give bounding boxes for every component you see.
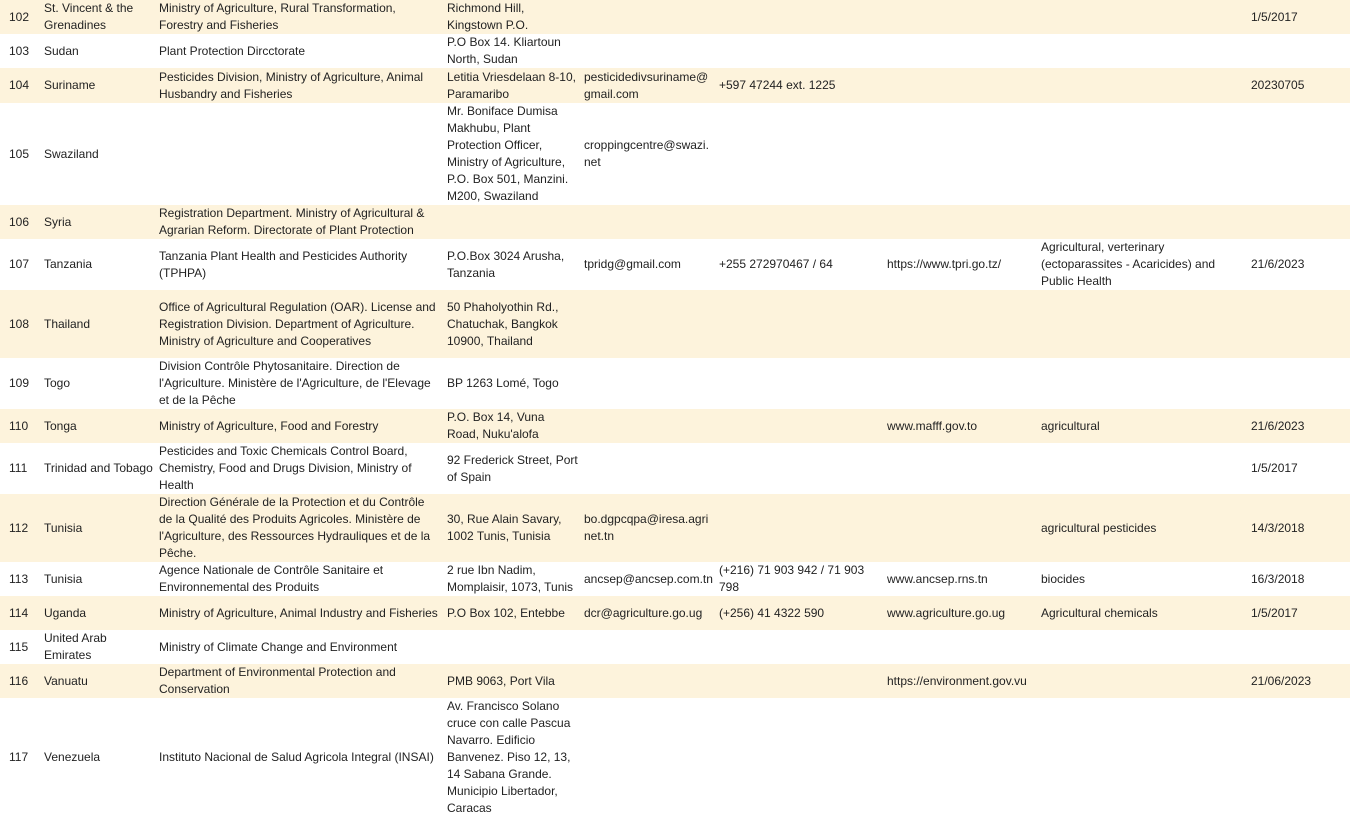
country-cell: United Arab Emirates <box>40 630 155 664</box>
email-cell <box>580 630 715 664</box>
row-number: 117 <box>0 698 40 817</box>
table-row <box>0 103 1350 205</box>
website-cell <box>883 494 1037 562</box>
address-cell: PMB 9063, Port Vila <box>443 664 580 698</box>
row-number: 106 <box>0 205 40 239</box>
date-cell: 21/6/2023 <box>1247 409 1350 443</box>
authority-cell: Department of Environmental Protection and Conservation <box>155 664 443 698</box>
email-cell: dcr@agriculture.go.ug <box>580 596 715 630</box>
email-cell <box>580 0 715 34</box>
email-cell <box>580 443 715 494</box>
website-cell <box>883 0 1037 34</box>
table-row <box>0 409 1350 443</box>
email-cell: ancsep@ancsep.com.tn <box>580 562 715 596</box>
date-cell: 1/5/2017 <box>1247 596 1350 630</box>
website-cell <box>883 358 1037 409</box>
phone-cell <box>715 0 883 34</box>
website-cell: www.ancsep.rns.tn <box>883 562 1037 596</box>
website-cell: www.mafff.gov.to <box>883 409 1037 443</box>
phone-cell: +597 47244 ext. 1225 <box>715 68 883 103</box>
phone-cell: (+216) 71 903 942 / 71 903 798 <box>715 562 883 596</box>
email-cell <box>580 698 715 817</box>
row-number: 115 <box>0 630 40 664</box>
address-cell: P.O. Box 14, Vuna Road, Nuku'alofa <box>443 409 580 443</box>
country-cell: Vanuatu <box>40 664 155 698</box>
scope-cell <box>1037 103 1247 205</box>
authority-cell: Registration Department. Ministry of Agricultural & Agrarian Reform. Directorate of Plant Protection <box>155 205 443 239</box>
table-row <box>0 358 1350 409</box>
table-row <box>0 239 1350 290</box>
date-cell <box>1247 698 1350 817</box>
authority-cell: Pesticides Division, Ministry of Agriculture, Animal Husbandry and Fisheries <box>155 68 443 103</box>
address-cell: 50 Phaholyothin Rd., Chatuchak, Bangkok 10900, Thailand <box>443 290 580 358</box>
address-cell: 2 rue Ibn Nadim, Momplaisir, 1073, Tunis <box>443 562 580 596</box>
website-cell <box>883 34 1037 68</box>
row-number: 107 <box>0 239 40 290</box>
authority-cell: Ministry of Climate Change and Environment <box>155 630 443 664</box>
phone-cell <box>715 34 883 68</box>
website-cell <box>883 68 1037 103</box>
phone-cell <box>715 664 883 698</box>
scope-cell <box>1037 664 1247 698</box>
table-row <box>0 562 1350 596</box>
phone-cell: (+256) 41 4322 590 <box>715 596 883 630</box>
date-cell: 21/06/2023 <box>1247 664 1350 698</box>
address-cell: 92 Frederick Street, Port of Spain <box>443 443 580 494</box>
phone-cell <box>715 443 883 494</box>
website-cell <box>883 205 1037 239</box>
address-cell <box>443 630 580 664</box>
authority-cell: Direction Générale de la Protection et du Contrôle de la Qualité des Produits Agricoles. Ministère de l'Agriculture, des Ressources Hydrauliques et de la Pêche. <box>155 494 443 562</box>
website-cell <box>883 630 1037 664</box>
date-cell: 1/5/2017 <box>1247 0 1350 34</box>
date-cell: 16/3/2018 <box>1247 562 1350 596</box>
scope-cell: Agricultural, verterinary (ectoparassites - Acaricides) and Public Health <box>1037 239 1247 290</box>
address-cell: Letitia Vriesdelaan 8-10, Paramaribo <box>443 68 580 103</box>
table-row <box>0 596 1350 630</box>
email-cell <box>580 358 715 409</box>
country-cell: Uganda <box>40 596 155 630</box>
date-cell <box>1247 630 1350 664</box>
email-cell <box>580 205 715 239</box>
address-cell <box>443 205 580 239</box>
scope-cell <box>1037 698 1247 817</box>
phone-cell <box>715 290 883 358</box>
authority-cell: Ministry of Agriculture, Rural Transformation, Forestry and Fisheries <box>155 0 443 34</box>
address-cell: P.O Box 14. Kliartoun North, Sudan <box>443 34 580 68</box>
country-cell: Tunisia <box>40 494 155 562</box>
table-row <box>0 494 1350 562</box>
website-cell <box>883 290 1037 358</box>
scope-cell <box>1037 34 1247 68</box>
scope-cell <box>1037 443 1247 494</box>
country-cell: Swaziland <box>40 103 155 205</box>
country-cell: Trinidad and Tobago <box>40 443 155 494</box>
scope-cell <box>1037 290 1247 358</box>
phone-cell <box>715 630 883 664</box>
authority-cell: Agence Nationale de Contrôle Sanitaire et Environnemental des Produits <box>155 562 443 596</box>
row-number: 102 <box>0 0 40 34</box>
country-cell: Tonga <box>40 409 155 443</box>
email-cell: pesticidedivsuriname@gmail.com <box>580 68 715 103</box>
date-cell <box>1247 34 1350 68</box>
authority-cell: Ministry of Agriculture, Food and Forestry <box>155 409 443 443</box>
table-row <box>0 68 1350 103</box>
table-row <box>0 698 1350 817</box>
row-number: 111 <box>0 443 40 494</box>
row-number: 113 <box>0 562 40 596</box>
authority-cell: Pesticides and Toxic Chemicals Control Board, Chemistry, Food and Drugs Division, Ministry of Health <box>155 443 443 494</box>
scope-cell <box>1037 68 1247 103</box>
phone-cell <box>715 103 883 205</box>
phone-cell <box>715 698 883 817</box>
country-cell: Venezuela <box>40 698 155 817</box>
country-cell: Thailand <box>40 290 155 358</box>
table-row <box>0 290 1350 358</box>
table-row <box>0 205 1350 239</box>
address-cell: P.O.Box 3024 Arusha, Tanzania <box>443 239 580 290</box>
address-cell: Av. Francisco Solano cruce con calle Pascua Navarro. Edificio Banvenez. Piso 12, 13, 14 Sabana Grande. Municipio Libertador, Caracas <box>443 698 580 817</box>
website-cell: www.agriculture.go.ug <box>883 596 1037 630</box>
scope-cell <box>1037 630 1247 664</box>
authority-cell: Division Contrôle Phytosanitaire. Direction de l'Agriculture. Ministère de l'Agriculture, de l'Elevage et de la Pêche <box>155 358 443 409</box>
row-number: 104 <box>0 68 40 103</box>
email-cell <box>580 34 715 68</box>
website-cell: https://www.tpri.go.tz/ <box>883 239 1037 290</box>
table-row <box>0 0 1350 34</box>
date-cell: 21/6/2023 <box>1247 239 1350 290</box>
scope-cell: agricultural pesticides <box>1037 494 1247 562</box>
table-row <box>0 664 1350 698</box>
authority-cell: Plant Protection Dircctorate <box>155 34 443 68</box>
phone-cell <box>715 494 883 562</box>
row-number: 112 <box>0 494 40 562</box>
date-cell: 20230705 <box>1247 68 1350 103</box>
email-cell <box>580 409 715 443</box>
phone-cell: +255 272970467 / 64 <box>715 239 883 290</box>
website-cell <box>883 698 1037 817</box>
date-cell <box>1247 290 1350 358</box>
scope-cell: Agricultural chemicals <box>1037 596 1247 630</box>
website-cell <box>883 443 1037 494</box>
phone-cell <box>715 205 883 239</box>
address-cell: Mr. Boniface Dumisa Makhubu, Plant Protection Officer, Ministry of Agriculture, P.O. Box 501, Manzini. M200, Swaziland <box>443 103 580 205</box>
country-cell: St. Vincent & the Grenadines <box>40 0 155 34</box>
email-cell: croppingcentre@swazi.net <box>580 103 715 205</box>
scope-cell <box>1037 358 1247 409</box>
row-number: 108 <box>0 290 40 358</box>
row-number: 109 <box>0 358 40 409</box>
date-cell <box>1247 103 1350 205</box>
date-cell: 14/3/2018 <box>1247 494 1350 562</box>
address-cell: P.O Box 102, Entebbe <box>443 596 580 630</box>
phone-cell <box>715 409 883 443</box>
row-number: 116 <box>0 664 40 698</box>
row-number: 110 <box>0 409 40 443</box>
country-cell: Togo <box>40 358 155 409</box>
table-row <box>0 630 1350 664</box>
authority-cell: Instituto Nacional de Salud Agricola Integral (INSAI) <box>155 698 443 817</box>
row-number: 105 <box>0 103 40 205</box>
website-cell: https://environment.gov.vu <box>883 664 1037 698</box>
scope-cell: agricultural <box>1037 409 1247 443</box>
authority-cell: Office of Agricultural Regulation (OAR). License and Registration Division. Department of Agriculture. Ministry of Agriculture and Cooperatives <box>155 290 443 358</box>
phone-cell <box>715 358 883 409</box>
country-cell: Tanzania <box>40 239 155 290</box>
table-row <box>0 34 1350 68</box>
website-cell <box>883 103 1037 205</box>
country-cell: Sudan <box>40 34 155 68</box>
email-cell <box>580 664 715 698</box>
date-cell <box>1247 205 1350 239</box>
row-number: 103 <box>0 34 40 68</box>
authority-cell: Ministry of Agriculture, Animal Industry and Fisheries <box>155 596 443 630</box>
scope-cell <box>1037 205 1247 239</box>
scope-cell <box>1037 0 1247 34</box>
email-cell: tpridg@gmail.com <box>580 239 715 290</box>
address-cell: BP 1263 Lomé, Togo <box>443 358 580 409</box>
authority-cell: Tanzania Plant Health and Pesticides Authority (TPHPA) <box>155 239 443 290</box>
country-cell: Syria <box>40 205 155 239</box>
address-cell: 30, Rue Alain Savary, 1002 Tunis, Tunisia <box>443 494 580 562</box>
country-cell: Tunisia <box>40 562 155 596</box>
date-cell <box>1247 358 1350 409</box>
email-cell <box>580 290 715 358</box>
date-cell: 1/5/2017 <box>1247 443 1350 494</box>
table-row <box>0 443 1350 494</box>
row-number: 114 <box>0 596 40 630</box>
country-cell: Suriname <box>40 68 155 103</box>
address-cell: Richmond Hill, Kingstown P.O. <box>443 0 580 34</box>
email-cell: bo.dgpcqpa@iresa.agrinet.tn <box>580 494 715 562</box>
scope-cell: biocides <box>1037 562 1247 596</box>
authority-cell <box>155 103 443 205</box>
